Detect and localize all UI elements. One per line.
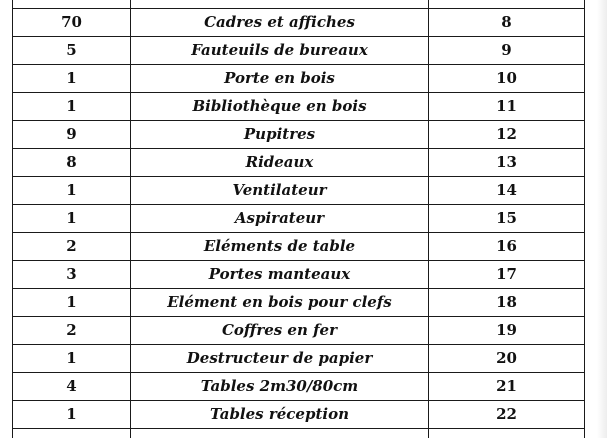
quantity-cell: 8 — [13, 149, 131, 177]
item-number-cell: 17 — [429, 261, 585, 289]
quantity-cell: 1 — [13, 205, 131, 233]
designation-cell: Ventilateur — [131, 177, 429, 205]
quantity-cell: 1 — [13, 289, 131, 317]
quantity-cell: 1 — [13, 93, 131, 121]
item-number-cell — [429, 429, 585, 438]
table-row — [13, 37, 585, 65]
quantity-cell: 1 — [13, 65, 131, 93]
item-number-cell: 9 — [429, 37, 585, 65]
item-number-cell: 15 — [429, 205, 585, 233]
designation-cell: Cadres et affiches — [131, 9, 429, 37]
designation-cell: Coffres en fer — [131, 317, 429, 345]
item-number-cell: 8 — [429, 9, 585, 37]
designation-cell: Rideaux — [131, 149, 429, 177]
designation-cell: Bibliothèque en bois — [131, 93, 429, 121]
quantity-cell: 9 — [13, 121, 131, 149]
item-number-cell: 18 — [429, 289, 585, 317]
designation-cell: Pupitres — [131, 121, 429, 149]
designation-cell: Destructeur de papier — [131, 345, 429, 373]
designation-cell: Portes manteaux — [131, 261, 429, 289]
quantity-cell: 3 — [13, 261, 131, 289]
designation-cell — [131, 429, 429, 438]
table-row — [13, 0, 585, 9]
designation-cell: Elément en bois pour clefs — [131, 289, 429, 317]
item-number-cell — [429, 0, 585, 9]
designation-cell: Fauteuils de bureaux — [131, 37, 429, 65]
table-row — [13, 93, 585, 121]
designation-cell: Aspirateur — [131, 205, 429, 233]
quantity-cell: 2 — [13, 233, 131, 261]
quantity-cell: 4 — [13, 373, 131, 401]
quantity-cell — [13, 429, 131, 438]
item-number-cell: 16 — [429, 233, 585, 261]
item-number-cell: 22 — [429, 401, 585, 429]
inventory-table-body — [13, 0, 585, 438]
table-row — [13, 373, 585, 401]
page-edge-shadow — [597, 0, 607, 438]
table-row — [13, 205, 585, 233]
item-number-cell: 10 — [429, 65, 585, 93]
item-number-cell: 14 — [429, 177, 585, 205]
table-row — [13, 9, 585, 37]
table-row — [13, 149, 585, 177]
item-number-cell: 12 — [429, 121, 585, 149]
table-row — [13, 345, 585, 373]
table-row — [13, 401, 585, 429]
quantity-cell: 1 — [13, 177, 131, 205]
item-number-cell: 13 — [429, 149, 585, 177]
quantity-cell: 1 — [13, 401, 131, 429]
quantity-cell: 70 — [13, 9, 131, 37]
inventory-table — [12, 0, 585, 438]
quantity-cell: 5 — [13, 37, 131, 65]
designation-cell — [131, 0, 429, 9]
quantity-cell: 1 — [13, 345, 131, 373]
quantity-cell — [13, 0, 131, 9]
table-row — [13, 289, 585, 317]
designation-cell: Tables 2m30/80cm — [131, 373, 429, 401]
designation-cell: Porte en bois — [131, 65, 429, 93]
item-number-cell: 20 — [429, 345, 585, 373]
designation-cell: Tables réception — [131, 401, 429, 429]
table-row — [13, 429, 585, 438]
table-row — [13, 261, 585, 289]
item-number-cell: 19 — [429, 317, 585, 345]
item-number-cell: 21 — [429, 373, 585, 401]
table-row — [13, 121, 585, 149]
table-row — [13, 317, 585, 345]
table-row — [13, 177, 585, 205]
designation-cell: Eléments de table — [131, 233, 429, 261]
table-row — [13, 65, 585, 93]
table-row — [13, 233, 585, 261]
item-number-cell: 11 — [429, 93, 585, 121]
quantity-cell: 2 — [13, 317, 131, 345]
